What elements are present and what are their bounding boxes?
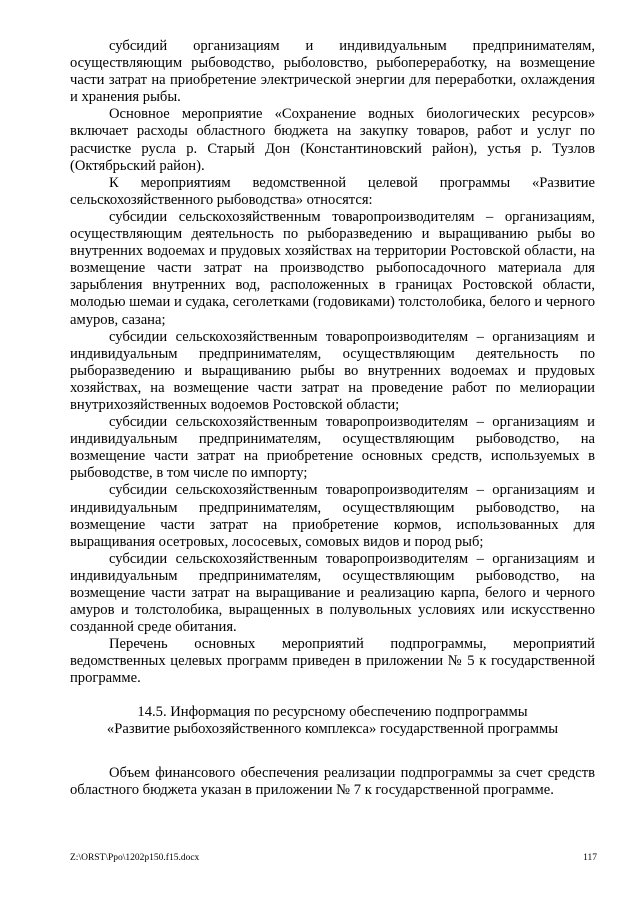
paragraph-subsidy-fixed-assets: субсидии сельскохозяйственным товаропроизводителям – организациям и индивидуальным предпринимателям, осуществляющим рыбоводство, на возмещение части затрат на приобретение основных средств, используемых в рыбоводстве, в том числе по импорту; bbox=[70, 414, 595, 482]
paragraph-departmental-program: К мероприятиям ведомственной целевой программы «Развитие сельскохозяйственного рыбоводства» относятся: bbox=[70, 174, 595, 208]
paragraph-subsidy-melioration: субсидии сельскохозяйственным товаропроизводителям – организациям и индивидуальным предпринимателям, осуществляющим деятельность по рыборазведению и выращиванию рыбы во внутренних водоемах и прудовых хозяйствах, на возмещение части затрат на проведение работ по мелиорации внутрихозяйственных водоемов Ростовской области; bbox=[70, 328, 595, 413]
paragraph-subsidy-feed: субсидии сельскохозяйственным товаропроизводителям – организациям и индивидуальным предпринимателям, осуществляющим рыбоводство, на возмещение части затрат на приобретение кормов, использованных для выращивания осетровых, лососевых, сомовых видов и пород рыб; bbox=[70, 482, 595, 550]
footer-file-path: Z:\ORST\Ppo\1202p150.f15.docx bbox=[70, 853, 200, 863]
page-footer bbox=[70, 853, 597, 867]
paragraph-subsidies-electricity: субсидий организациям и индивидуальным предпринимателям, осуществляющим рыбоводство, рыболовство, рыбопереработку, на возмещение части затрат на приобретение электрической энергии для переработки, охлаждения и хранения рыбы. bbox=[70, 38, 595, 106]
paragraph-subsidy-carp: субсидии сельскохозяйственным товаропроизводителям – организациям и индивидуальным предпринимателям, осуществляющим рыбоводство, на возмещение части затрат на выращивание и реализацию карпа, белого и черного амуров и толстолобика, выращенных в полувольных условиях или искусственно созданной среде обитания. bbox=[70, 550, 595, 636]
section-heading bbox=[70, 704, 595, 738]
page-number: 117 bbox=[583, 853, 597, 863]
paragraph-subsidy-stocking-material: субсидии сельскохозяйственным товаропроизводителям – организациям, осуществляющим деятельность по рыборазведению и выращиванию рыбы во внутренних водоемах и прудовых хозяйствах на территории Ростовской области, на возмещение части затрат на производство рыбопосадочного материала для зарыбления внутренних вод, расположенных в границах Ростовской области, молодью шемаи и судака, сеголетками (годовиками) толстолобика, белого и черного амуров, сазана; bbox=[70, 208, 595, 328]
paragraph-bio-resources: Основное мероприятие «Сохранение водных биологических ресурсов» включает расходы областного бюджета на закупку товаров, работ и услуг по расчистке русла р. Старый Дон (Константиновский район), устья р. Тузлов (Октябрьский район). bbox=[70, 106, 595, 174]
document-body bbox=[70, 38, 595, 799]
paragraph-list-of-measures: Перечень основных мероприятий подпрограммы, мероприятий ведомственных целевых программ приведен в приложении № 5 к государственной программе. bbox=[70, 636, 595, 687]
paragraph-financial-support: Объем финансового обеспечения реализации подпрограммы за счет средств областного бюджета указан в приложении № 7 к государственной программе. bbox=[70, 764, 595, 798]
section-heading-line-2: «Развитие рыбохозяйственного комплекса» государственной программы bbox=[106, 720, 559, 737]
section-heading-line-1: 14.5. Информация по ресурсному обеспечению подпрограммы bbox=[137, 703, 528, 720]
